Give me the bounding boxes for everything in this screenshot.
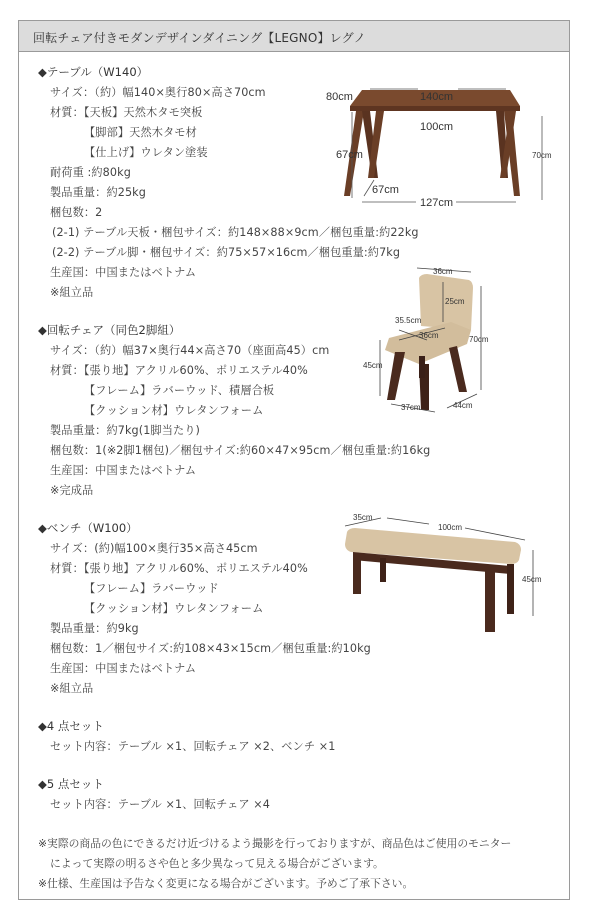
bench-origin: 生産国：中国またはベトナム [50, 662, 197, 675]
chair-diagram [355, 260, 510, 420]
bench-diagram [335, 508, 560, 638]
bench-material-cushion: 【クッション材】ウレタンフォーム [84, 602, 264, 615]
table-packages: 梱包数：2 [50, 206, 103, 219]
table-weight: 製品重量：約25kg [50, 186, 146, 199]
note-spec: ※仕様、生産国は予告なく変更になる場合がございます。予めご了承下さい。 [38, 877, 414, 890]
set5-heading: ◆5 点セット [38, 777, 104, 791]
note-color-1: ※実際の商品の色にできるだけ近づけるよう撮影を行っておりますが、商品色はご使用のモニター [38, 837, 512, 850]
chair-material-fabric: 材質：【張り地】アクリル60%、ポリエステル40% [50, 364, 308, 377]
table-dim-leg-diag: 67cm [372, 184, 399, 196]
table-package-1: (2-1) テーブル天板・梱包サイズ：約148×88×9cm／梱包重量:約22kg [52, 226, 419, 239]
bench-dim-width: 100cm [438, 523, 463, 532]
chair-material-cushion: 【クッション材】ウレタンフォーム [84, 404, 264, 417]
chair-dim-height: 70cm [469, 335, 489, 344]
set4-content: セット内容：テーブル ×1、回転チェア ×2、ベンチ ×1 [50, 740, 336, 753]
table-heading: ◆テーブル（W140） [38, 65, 149, 79]
set5-content: セット内容：テーブル ×1、回転チェア ×4 [50, 798, 270, 811]
table-material-top: 材質：【天板】天然木タモ突板 [50, 106, 203, 119]
bench-packages: 梱包数：1／梱包サイズ:約108×43×15cm／梱包重量:約10kg [50, 642, 371, 655]
page-title: 回転チェア付きモダンデザインダイニング【LEGNO】レグノ [33, 31, 366, 45]
table-package-2: (2-2) テーブル脚・梱包サイズ：約75×57×16cm／梱包重量:約7kg [52, 246, 401, 259]
chair-dim-back-width: 36cm [433, 267, 453, 276]
chair-packages: 梱包数：1(※2脚1梱包)／梱包サイズ:約60×47×95cm／梱包重量:約16kg [50, 444, 431, 457]
table-assembly: ※組立品 [50, 286, 94, 299]
table-dim-foot-span: 127cm [420, 197, 454, 209]
bench-dim-height: 45cm [522, 575, 542, 584]
table-load: 耐荷重 :約80kg [50, 166, 131, 179]
table-dim-height: 70cm [532, 151, 552, 160]
bench-assembly: ※組立品 [50, 682, 94, 695]
table-diagram [320, 78, 570, 210]
table-dim-inner-width: 100cm [420, 121, 454, 133]
chair-dim-seat-width: 36cm [419, 331, 439, 340]
chair-dim-seat-depth: 35.5cm [395, 316, 422, 325]
table-material-legs: 【脚部】天然木タモ材 [84, 126, 197, 139]
set4-heading: ◆4 点セット [38, 719, 104, 733]
chair-dim-back-height: 25cm [445, 297, 465, 306]
bench-material-frame: 【フレーム】ラバーウッド [84, 582, 219, 595]
table-dim-width: 140cm [420, 91, 454, 103]
chair-heading: ◆回転チェア（同色2脚組） [38, 323, 181, 337]
table-dim-depth: 80cm [326, 91, 353, 103]
bench-size: サイズ：(約)幅100×奥行35×高さ45cm [50, 542, 258, 555]
chair-dim-width: 37cm [401, 403, 421, 412]
chair-origin: 生産国：中国またはベトナム [50, 464, 197, 477]
note-color-2: によって実際の明るさや色と多少異なって見える場合がございます。 [50, 857, 384, 870]
chair-weight: 製品重量：約7kg(1脚当たり) [50, 424, 201, 437]
chair-material-frame: 【フレーム】ラバーウッド、積層合板 [84, 384, 275, 397]
chair-assembly: ※完成品 [50, 484, 94, 497]
table-origin: 生産国：中国またはベトナム [50, 266, 197, 279]
chair-size: サイズ：（約）幅37×奥行44×高さ70（座面高45）cm [50, 344, 330, 357]
bench-dim-depth: 35cm [353, 513, 373, 522]
bench-heading: ◆ベンチ（W100） [38, 521, 138, 535]
chair-dim-seat-height: 45cm [363, 361, 383, 370]
chair-dim-depth: 44cm [453, 401, 473, 410]
table-material-finish: 【仕上げ】ウレタン塗装 [84, 146, 208, 159]
bench-weight: 製品重量：約9kg [50, 622, 139, 635]
table-size: サイズ：（約）幅140×奥行80×高さ70cm [50, 86, 266, 99]
bench-material-fabric: 材質：【張り地】アクリル60%、ポリエステル40% [50, 562, 308, 575]
table-dim-leg-height: 67cm [336, 149, 363, 161]
spec-header [18, 20, 570, 52]
